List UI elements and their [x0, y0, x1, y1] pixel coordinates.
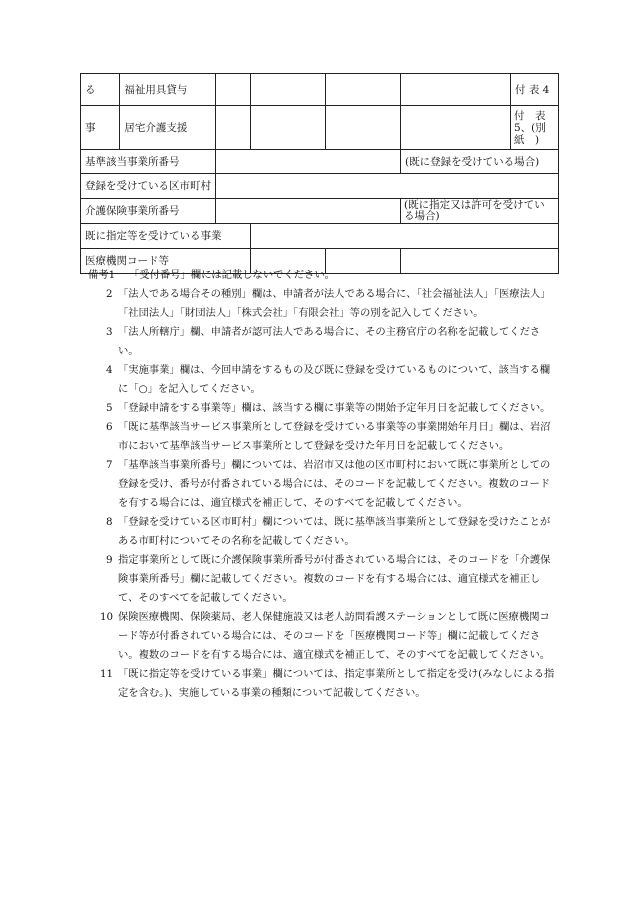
date-cell	[251, 106, 326, 150]
municipality-input[interactable]	[216, 174, 559, 199]
table-row	[81, 74, 559, 106]
blank-cell	[401, 74, 511, 106]
field-label: 医療機関コード等	[81, 249, 251, 274]
field-label: 登録を受けている区市町村	[81, 174, 216, 199]
remarks-section	[88, 266, 558, 703]
date-cell	[326, 106, 401, 150]
row-side-label: る	[81, 74, 120, 106]
remark-item: 4 「実施事業」欄は、今回申請をするもの及び既に登録を受けているものについて、該当する欄に「○」を記入してください。	[106, 364, 551, 395]
blank-cell	[401, 106, 511, 150]
service-name-cell: 福祉用具貸与	[120, 74, 216, 106]
field-label: 基準該当事業所番号	[81, 150, 216, 174]
remark-item: 備考1 「受付番号」欄には記載しないでください。	[88, 266, 558, 285]
remark-item: 5 「登録申請をする事業等」欄は、該当する欄に事業等の開始予定年月日を記載してください。	[106, 402, 551, 414]
row-side-label: 事	[81, 106, 120, 150]
field-label: 既に指定等を受けている事業	[81, 224, 251, 249]
remark-item: 8 「登録を受けている区市町村」欄については、既に基準該当事業所として登録を受けたことがある市町村についてその名称を記載してください。	[106, 516, 551, 547]
existing-business-input[interactable]	[251, 224, 559, 249]
number-boxes[interactable]	[216, 199, 401, 224]
service-name-cell: 居宅介護支援	[120, 106, 216, 150]
table-row	[81, 174, 559, 199]
remark-item: 6 「既に基準該当サービス事業所として登録を受けている事業等の事業開始年月日」欄は、岩沼市において基準該当サービス事業所として登録を受けた年月日を記載してください。	[106, 421, 551, 452]
remark-heading: 備考1	[88, 269, 116, 281]
number-boxes[interactable]	[216, 150, 401, 174]
table-row	[81, 224, 559, 249]
table-row	[81, 106, 559, 150]
remark-item: 10 保険医療機関、保険薬局、老人保健施設又は老人訪問看護ステーションとして既に医療機関コード等が付番されている場合には、そのコードを「医療機関コード等」欄に記載してください。複数のコードを有する場合には、適宜様式を補正して、そのすべてを記載してください。	[100, 611, 551, 661]
attachment-cell: 付 表5、(別 紙 )	[511, 106, 559, 150]
checkbox-cell	[216, 106, 251, 150]
checkbox-cell	[216, 74, 251, 106]
field-label: 介護保険事業所番号	[81, 199, 216, 224]
table-row	[81, 150, 559, 174]
remark-item: 11 「既に指定等を受けている事業」欄については、指定事業所として指定を受け(みなしによる指定を含む。)、実施している事業の種類について記載してください。	[100, 668, 555, 699]
date-cell	[326, 74, 401, 106]
remark-item: 7 「基準該当事業所番号」欄については、岩沼市又は他の区市町村において既に事業所としての登録を受け、番号が付番されている場合には、そのコードを記載してください。複数のコードを有する場合には、適宜様式を補正して、そのすべてを記載してください。	[106, 459, 551, 509]
table-row	[81, 199, 559, 224]
application-form-table	[80, 73, 559, 274]
remark-item: 2 「法人である場合その種別」欄は、申請者が法人である場合に、「社会福祉法人」「医療法人」「社団法人」「財団法人」「株式会社」「有限会社」等の別を記入してください。	[106, 288, 551, 319]
remark-item: 3 「法人所轄庁」欄、申請者が認可法人である場合に、その主務官庁の名称を記載してください。	[106, 326, 541, 357]
attachment-cell: 付 表 4	[511, 74, 559, 106]
field-note: (既に登録を受けている場合)	[401, 150, 559, 174]
date-cell	[251, 74, 326, 106]
field-note: (既に指定又は許可を受けている場合)	[401, 199, 559, 224]
remark-item: 9 指定事業所として既に介護保険事業所番号が付番されている場合には、そのコードを「介護保険事業所番号」欄に記載してください。複数のコードを有する場合には、適宜様式を補正して、そのすべてを記載してください。	[106, 554, 551, 604]
